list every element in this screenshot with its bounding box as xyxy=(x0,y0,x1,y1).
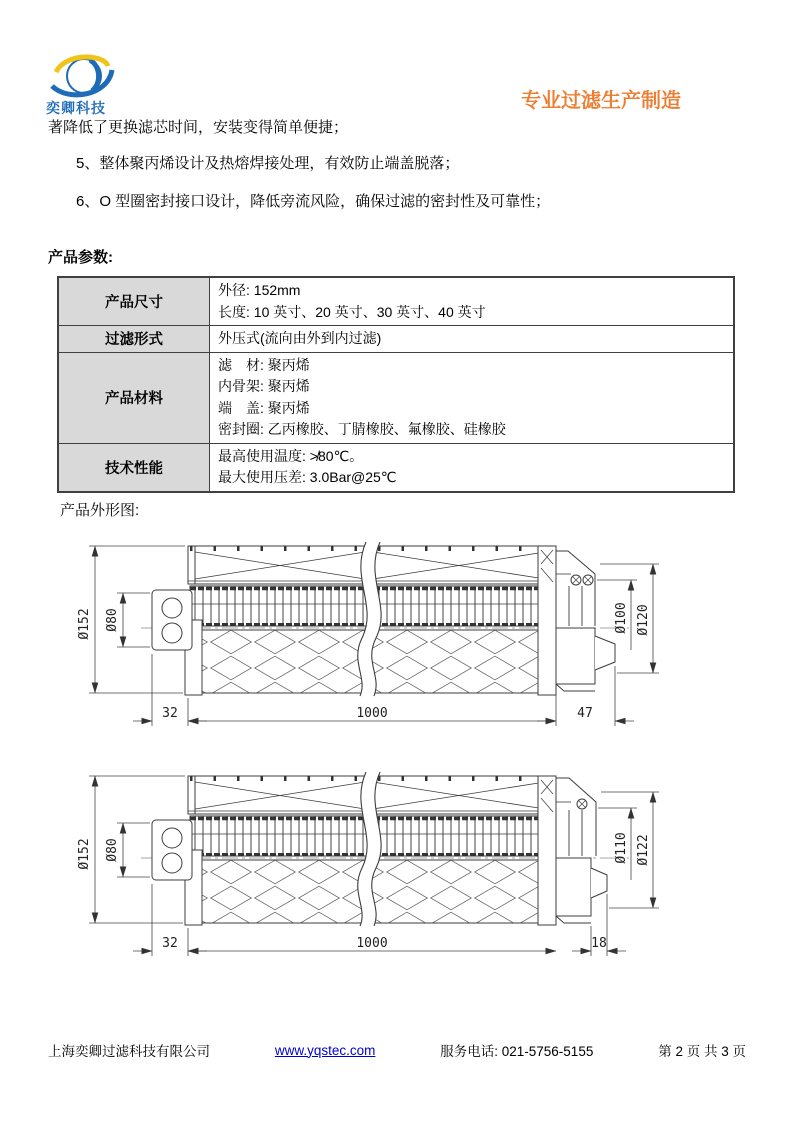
table-row xyxy=(58,352,734,443)
param-value-line: 端 盖: 聚丙烯 xyxy=(218,399,310,416)
footer-company: 上海奕卿过滤科技有限公司 xyxy=(48,1044,210,1059)
outline-drawing-2 xyxy=(55,768,680,974)
footer-phone: 服务电话: 021-5756-5155 xyxy=(440,1044,594,1059)
o-ring xyxy=(162,623,182,643)
right-fitting xyxy=(556,551,615,691)
footer-page-number: 第 2 页 共 3 页 xyxy=(658,1044,746,1059)
dim-label: 18 xyxy=(591,936,607,951)
right-fitting xyxy=(556,778,607,923)
cartridge-body xyxy=(141,772,629,926)
dim-label: Ø100 xyxy=(614,602,629,634)
dim-label: Ø122 xyxy=(636,834,651,866)
param-value-cell xyxy=(210,443,735,492)
dim-label: Ø152 xyxy=(77,838,92,870)
params-section-heading: 产品参数: xyxy=(48,249,113,266)
right-end-plate xyxy=(538,776,556,925)
param-label-cell: 过滤形式 xyxy=(58,326,210,353)
dim-label: Ø152 xyxy=(77,608,92,640)
table-row xyxy=(58,326,734,353)
o-ring xyxy=(162,853,182,873)
o-ring xyxy=(162,828,182,848)
dim-label: 1000 xyxy=(356,706,388,721)
outline-section-heading: 产品外形图: xyxy=(60,502,140,519)
company-logo-text: 奕卿科技 xyxy=(46,100,106,116)
right-end-plate xyxy=(538,546,556,695)
dim-label: Ø80 xyxy=(105,608,120,632)
dim-label: Ø80 xyxy=(105,838,120,862)
dim-label: 1000 xyxy=(356,936,388,951)
param-value-cell xyxy=(210,352,735,443)
param-label-cell: 技术性能 xyxy=(58,443,210,492)
param-value-cell xyxy=(210,277,735,326)
cartridge-body xyxy=(141,542,629,696)
page-footer xyxy=(48,1040,746,1060)
table-row xyxy=(58,443,734,492)
feature-item-6: 6、O 型圈密封接口设计，降低旁流风险，确保过滤的密封性及可靠性； xyxy=(76,193,551,210)
param-value-line: 最大使用压差: 3.0Bar@25℃ xyxy=(218,469,397,485)
param-label-cell: 产品材料 xyxy=(58,352,210,443)
param-value-line: 密封圈: 乙丙橡胶、丁腈橡胶、氟橡胶、硅橡胶 xyxy=(218,421,506,437)
param-value-line: 外径: 152mm xyxy=(218,282,301,298)
table-row xyxy=(58,277,734,326)
param-value-line: 滤 材: 聚丙烯 xyxy=(218,356,310,373)
outline-drawing-1 xyxy=(55,538,680,744)
dim-label: Ø120 xyxy=(636,604,651,636)
dim-label: Ø110 xyxy=(614,832,629,864)
param-value-cell xyxy=(210,326,735,353)
dim-label: 32 xyxy=(162,936,178,951)
dim-label: 47 xyxy=(577,706,593,721)
param-value-line: 外压式(流向由外到内过滤) xyxy=(218,330,382,346)
param-value-line: 长度: 10 英寸、20 英寸、30 英寸、40 英寸 xyxy=(218,303,486,320)
dim-label: 32 xyxy=(162,706,178,721)
feature-item-5: 5、整体聚丙烯设计及热熔焊接处理，有效防止端盖脱落； xyxy=(76,155,460,172)
footer-website-link[interactable]: www.yqstec.com xyxy=(274,1042,376,1058)
header-slogan: 专业过滤生产制造 xyxy=(521,90,681,112)
intro-line: 著降低了更换滤芯时间，安装变得简单便捷； xyxy=(48,119,349,136)
params-table xyxy=(57,276,735,493)
param-value-line: 最高使用温度: ≯80℃。 xyxy=(218,447,364,464)
o-ring xyxy=(162,598,182,618)
param-label-cell: 产品尺寸 xyxy=(58,277,210,326)
param-value-line: 内骨架: 聚丙烯 xyxy=(218,378,310,394)
